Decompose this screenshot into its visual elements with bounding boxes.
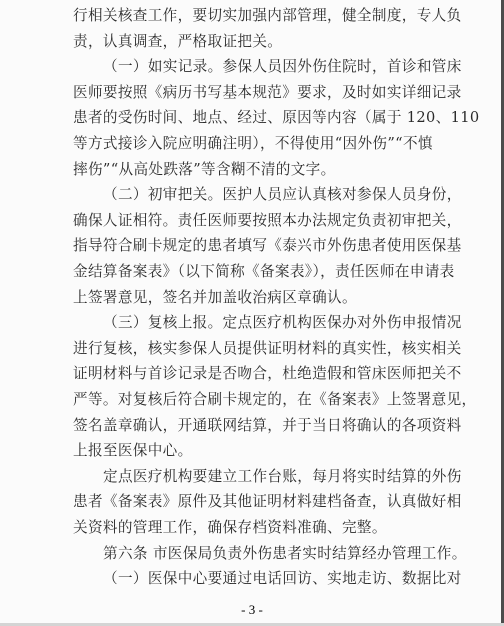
text-line-2: 责，认真调查，严格取证把关。 — [73, 32, 283, 50]
text-line-9: 确保人证相符。责任医师要按照本办法规定负责初审把关， — [73, 211, 462, 229]
page-number: - 3 - — [241, 602, 263, 617]
text-line-4: 医师要按照《病历书写基本规范》要求，及时如实详细记录 — [73, 83, 462, 101]
text-line-8: （二）初审把关。医护人员应认真核对参保人员身份， — [103, 186, 462, 204]
text-line-3: （一）如实记录。参保人员因外伤住院时，首诊和管床 — [103, 58, 462, 76]
text-line-15: 证明材料与首诊记录是否吻合，杜绝造假和管床医师把关不 — [73, 365, 462, 383]
text-line-21: 关资料的管理工作，确保存档资料准确、完整。 — [73, 519, 387, 536]
text-line-23: （一）医保中心要通过电话回访、实地走访、数据比对 — [103, 570, 462, 588]
text-line-13: （三）复核上报。定点医疗机构医保办对外伤申报情况 — [103, 314, 462, 332]
text-line-16: 严等。对复核后符合刷卡规定的，在《备案表》上签署意见， — [73, 391, 477, 408]
text-line-14: 进行复核，核实参保人员提供证明材料的真实性，核实相关 — [73, 339, 462, 357]
text-line-7: 摔伤”“从高处跌落”等含糊不清的文字。 — [73, 160, 336, 178]
text-line-22: 第六条 市医保局负责外伤患者实时结算经办管理工作。 — [103, 544, 467, 562]
text-line-1: 行相关核查工作，要切实加强内部管理，健全制度，专人负 — [73, 7, 462, 24]
text-line-18: 上报至医保中心。 — [73, 442, 193, 460]
text-line-5: 患者的受伤时间、地点、经过、原因等内容（属于 120、110 — [73, 109, 480, 127]
text-line-20: 患者《备案表》原件及其他证明材料建档备查，认真做好相 — [73, 493, 462, 511]
text-line-17: 签名盖章确认，开通联网结算，并于当日将确认的各项资料 — [73, 416, 462, 434]
text-line-12: 上签署意见，签名并加盖收治病区章确认。 — [73, 288, 357, 306]
text-line-11: 金结算备案表》（以下简称《备案表》），责任医师在申请表 — [73, 263, 455, 280]
text-line-19: 定点医疗机构要建立工作台账，每月将实时结算的外伤 — [103, 467, 462, 485]
text-line-10: 指导符合刷卡规定的患者填写《泰兴市外伤患者使用医保基 — [73, 237, 462, 255]
text-line-6: 等方式接诊入院应明确注明），不得使用“因外伤”“不慎 — [73, 135, 433, 152]
